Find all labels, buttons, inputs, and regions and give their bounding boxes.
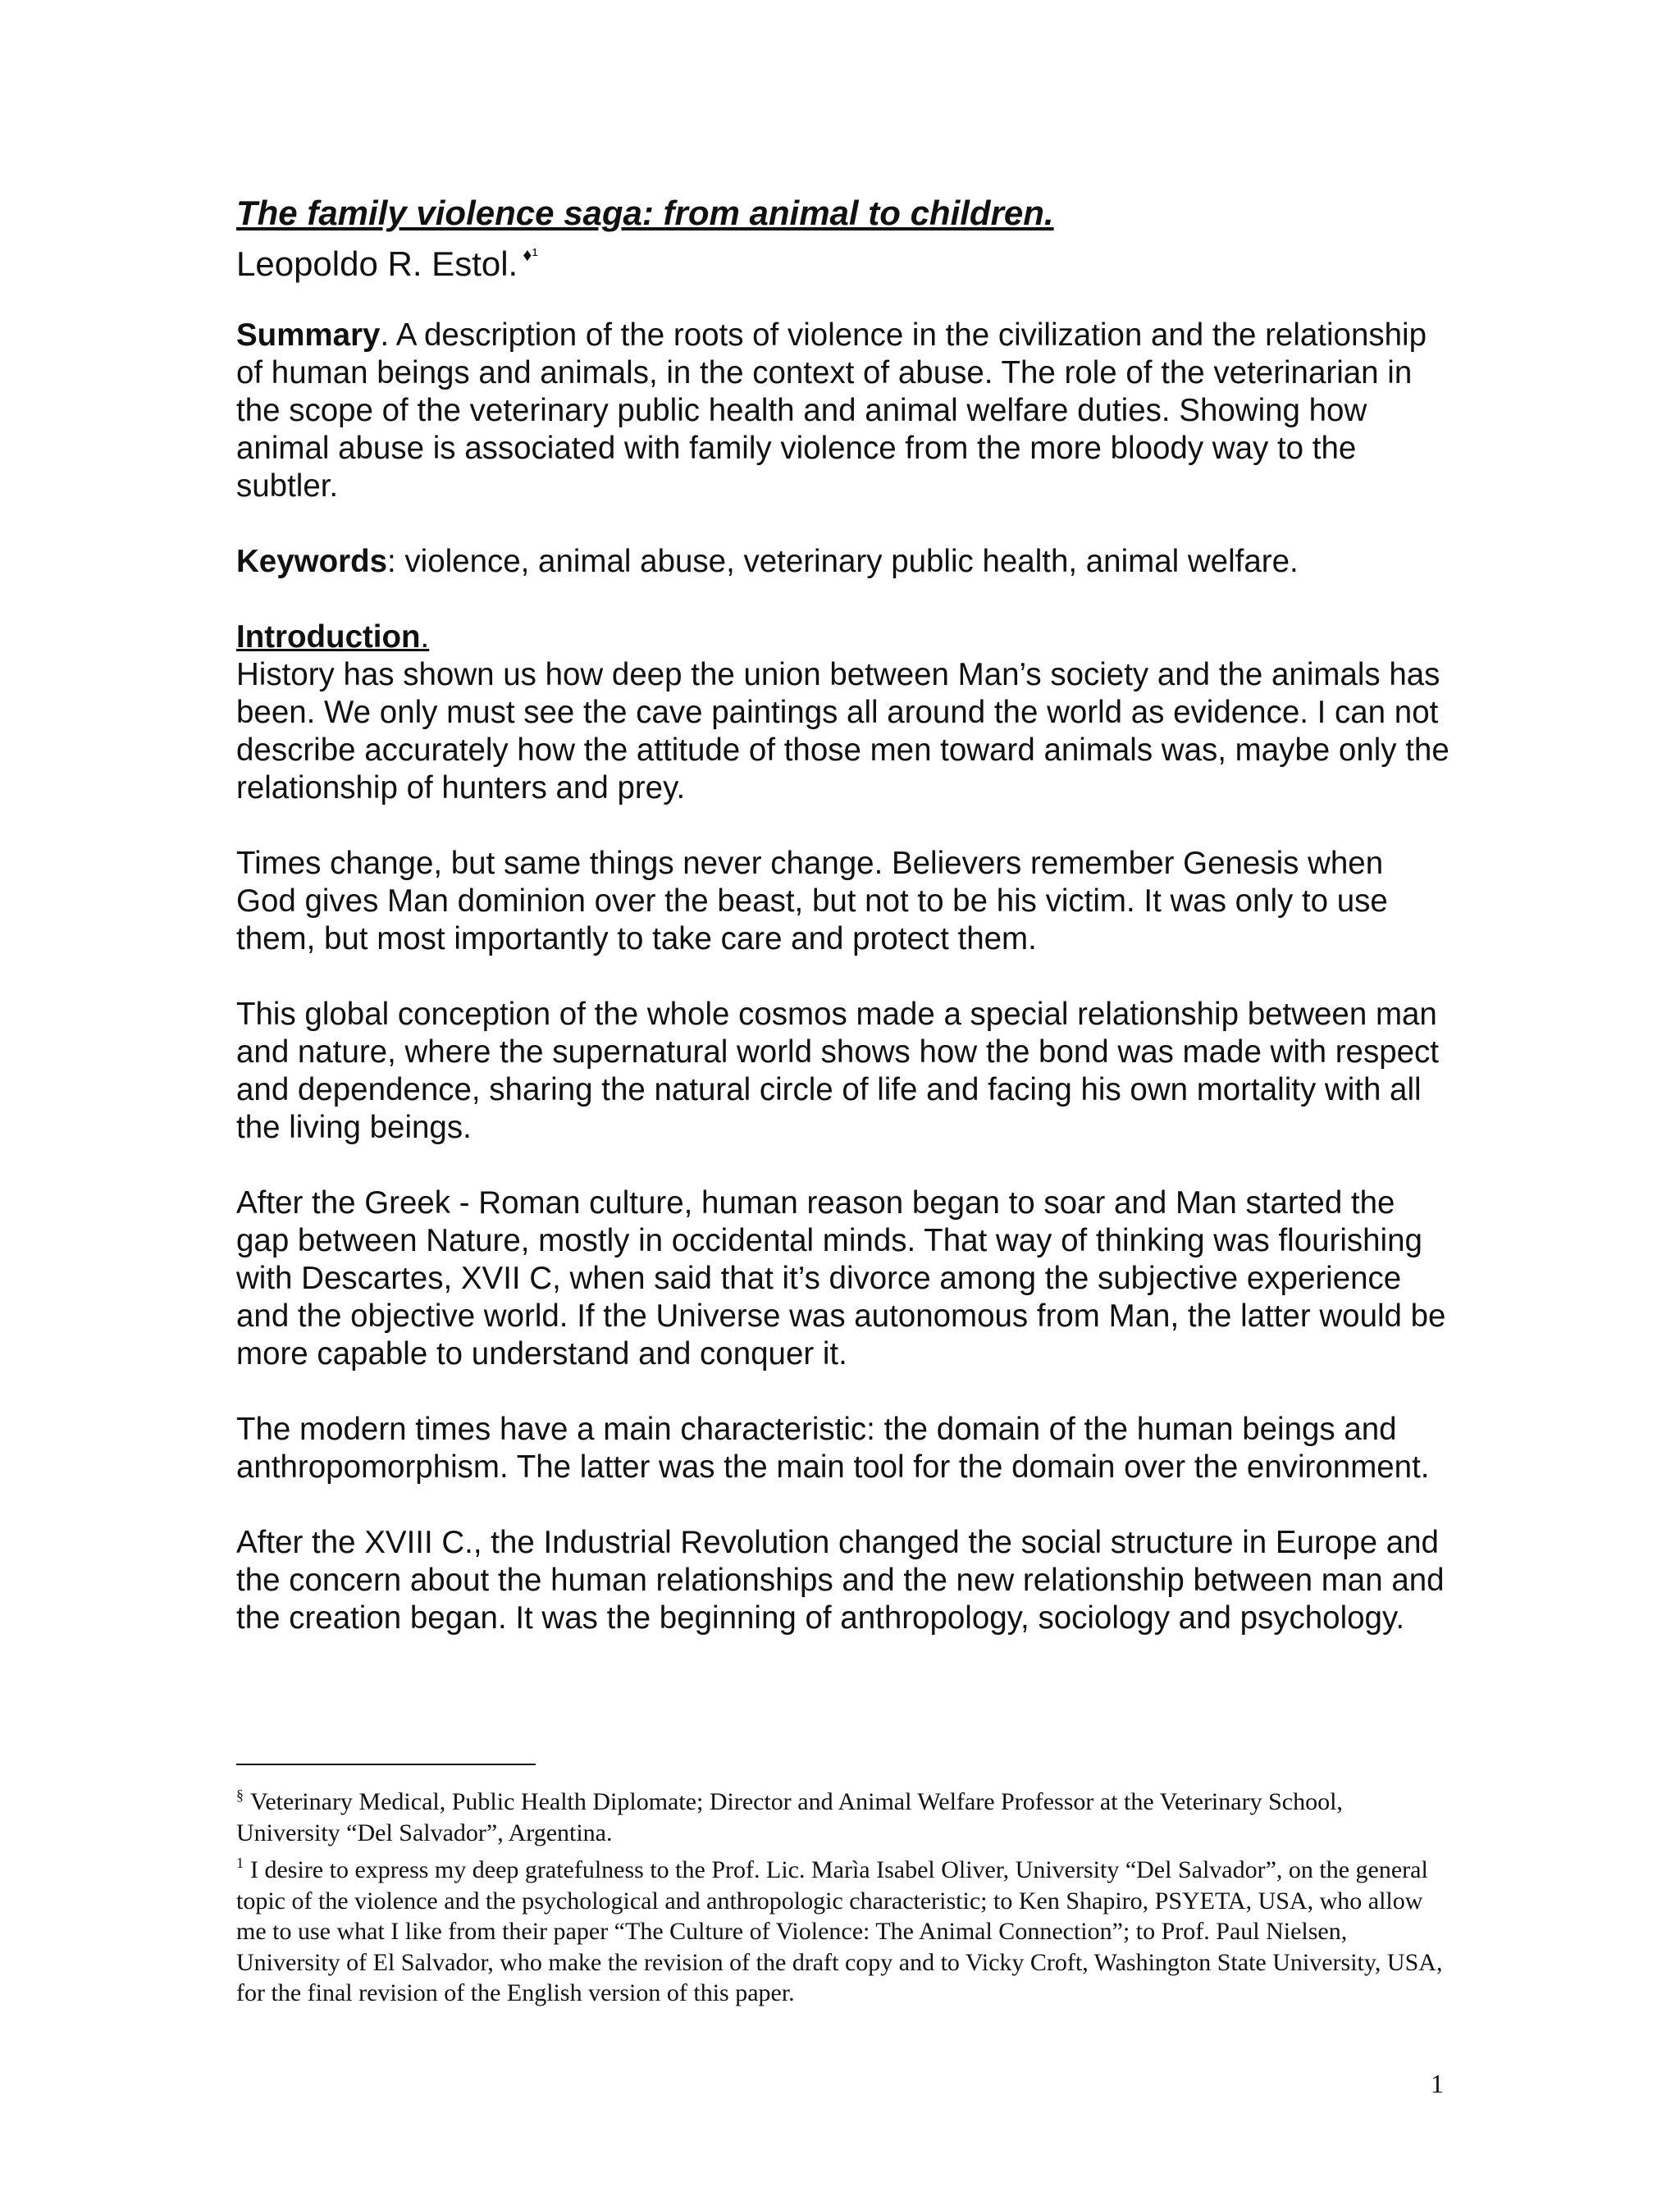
keywords-paragraph — [236, 543, 1450, 581]
keywords-text: : violence, animal abuse, veterinary public health, animal welfare. — [387, 544, 1299, 579]
introduction-heading-suffix: . — [420, 619, 430, 655]
footnote-separator — [236, 1764, 536, 1765]
footnote-text: Veterinary Medical, Public Health Diplomate; Director and Animal Welfare Professor at the Veterinary School, University “Del Salvador”, Argentina. — [236, 1788, 1343, 1846]
footnote-1 — [236, 1780, 1450, 1848]
intro-paragraph-6: After the XVIII C., the Industrial Revolution changed the social structure in Europe and the concern about the human relationships and the new relationship between man and the creation began. It was the beginning of anthropology, sociology and psychology. — [236, 1525, 1445, 1636]
intro-paragraph-5: The modern times have a main characteristic: the domain of the human beings and anthropomorphism. The latter was the main tool for the domain over the environment. — [236, 1412, 1430, 1485]
author-footnote-marks: ♦¹ — [523, 244, 538, 265]
introduction-heading — [236, 618, 1450, 656]
intro-paragraph-3: This global conception of the whole cosmos made a special relationship between man and nature, where the supernatural world shows how the bond was made with respect and dependence, sharing the natural circle of life and facing his own mortality with all the living beings. — [236, 997, 1439, 1145]
keywords-label: Keywords — [236, 544, 388, 579]
intro-paragraph-4: After the Greek - Roman culture, human reason began to soar and Man started the gap between Nature, mostly in occidental minds. That way of thinking was flourishing with Descartes, XVII C, when said that it’s divorce among the subjective experience and the objective world. If the Universe was autonomous from Man, the latter would be more capable to understand and conquer it. — [236, 1185, 1446, 1371]
footnote-2 — [236, 1848, 1450, 2009]
author-name: Leopoldo R. Estol. — [236, 244, 518, 283]
summary-paragraph — [236, 317, 1450, 505]
author-line — [236, 234, 1450, 285]
summary-text: . A description of the roots of violence in the civilization and the relationship of human beings and animals, in the context of abuse. The role of the veterinarian in the scope of the veterinary public health and animal welfare duties. Showing how animal abuse is associated with family violence from the more bloody way to the subtler. — [236, 317, 1427, 504]
summary-label: Summary — [236, 317, 381, 353]
intro-paragraph-2: Times change, but same things never change. Believers remember Genesis when God gives Man dominion over the beast, but not to be his victim. It was only to use them, but most importantly to take care and protect them. — [236, 846, 1388, 956]
footnotes-section — [236, 1764, 1450, 2009]
paper-title: The family violence saga: from animal to children. — [236, 194, 1054, 232]
footnote-mark: 1 — [236, 1855, 244, 1871]
page-number: 1 — [1431, 2069, 1444, 2098]
intro-paragraph-1: History has shown us how deep the union between Man’s society and the animals has been. We only must see the cave paintings all around the world as evidence. I can not describe accurately how the attitude of those men toward animals was, maybe only the relationship of hunters and prey. — [236, 657, 1449, 806]
introduction-heading-text: Introduction — [236, 619, 421, 655]
footnote-text: I desire to express my deep gratefulness to the Prof. Lic. Marìa Isabel Oliver, University “Del Salvador”, on the general topic of the violence and the psychological and anthropologic characteristic; to Ken Shapiro, PSYETA, USA, who allow me to use what I like from their paper “The Culture of Violence: The Animal Connection”; to Prof. Paul Nielsen, University of El Salvador, who make the revision of the draft copy and to Vicky Croft, Washington State University, USA, for the final revision of the English version of this paper. — [236, 1856, 1443, 2006]
main-text — [236, 193, 1450, 1675]
footnote-mark: § — [236, 1787, 244, 1803]
